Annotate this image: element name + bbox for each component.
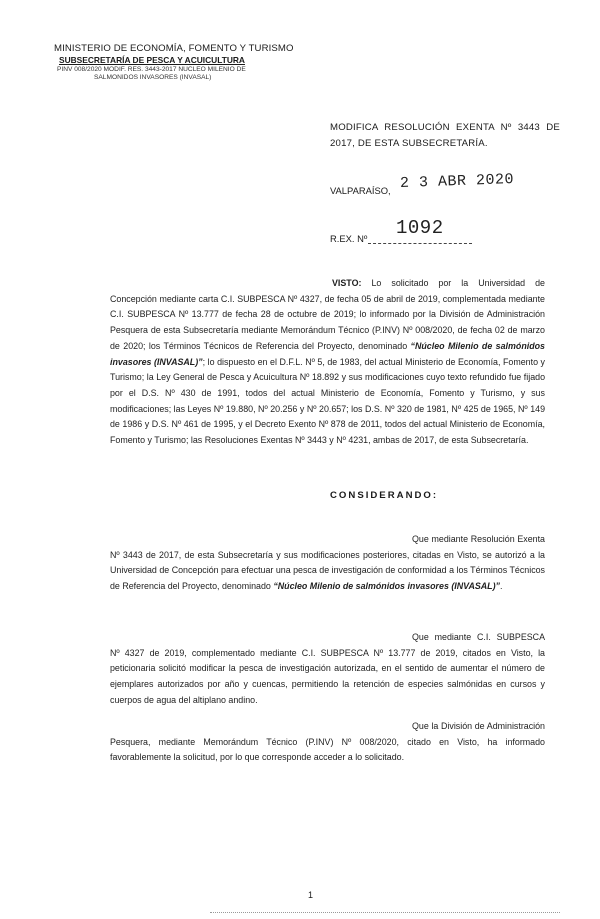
c1-text-b: . bbox=[500, 581, 503, 592]
letterhead bbox=[54, 43, 294, 81]
visto-text-b: ; lo dispuesto en el D.F.L. Nº 5, de 1983, del actual Ministerio de Economía, Fomento y Turismo; la Ley General de Pesca y Acuicultura Nº 18.892 y sus modificaciones cuyo texto refundido fue fijado por el D.S. Nº 430 de 1991, todos del actual Ministerio de Economía, Fomento y Turismo, y sus modificaciones; las Leyes Nº 19.880, Nº 20.256 y Nº 20.657; los D.S. Nº 320 de 1981, Nº 425 de 1965, Nº 149 de 1986 y D.S. Nº 461 de 1995, y el Decreto Exento Nº 878 de 2011, todos del actual Ministerio de Economía, Fomento y Turismo; las Resoluciones Exentas Nº 3443 y Nº 4231, ambas de 2017, de esta Subsecretaría. bbox=[110, 356, 545, 446]
c1-project-name: “Núcleo Milenio de salmónidos invasores (INVASAL)” bbox=[273, 581, 500, 592]
rex-underline bbox=[368, 243, 472, 244]
rex-label: R.EX. Nº bbox=[330, 233, 368, 244]
reference-line-2: SALMONIDOS INVASORES (INVASAL) bbox=[94, 74, 212, 81]
page-number: 1 bbox=[308, 890, 314, 900]
considerando-paragraph-1 bbox=[110, 532, 545, 595]
considerando-paragraph-2: Que mediante C.I. SUBPESCA Nº 4327 de 2019, complementado mediante C.I. SUBPESCA Nº 13.777 de 2019, citados en Visto, la peticionaria solicitó modificar la pesca de investigación autorizada, en el sentido de aumentar el número de ejemplares autorizados por año y cuencas, permitiendo la retención de especies salmónidas en cursos y cuerpos de agua del altiplano andino. bbox=[110, 632, 545, 705]
rex-number: 1092 bbox=[396, 217, 444, 239]
reference-line-1: PINV 008/2020 MODIF. RES. 3443-2017 NUCLEO MILENIO DE bbox=[57, 66, 246, 73]
resolution-title: MODIFICA RESOLUCIÓN EXENTA Nº 3443 DE 2017, DE ESTA SUBSECRETARÍA. bbox=[330, 122, 560, 149]
considerando-heading: CONSIDERANDO: bbox=[330, 490, 439, 501]
undersecretariat-name: SUBSECRETARÍA DE PESCA Y ACUICULTURA bbox=[59, 55, 245, 65]
visto-project-name: “Núcleo Milenio de salmónidos invasores (INVASAL)” bbox=[110, 340, 545, 367]
c1-text-a: Que mediante Resolución Exenta Nº 3443 de 2017, de esta Subsecretaría y sus modificaciones posteriores, citadas en Visto, se autorizó a la Universidad de Concepción para efectuar una pesca de investigación de conformidad a los Términos Técnicos de Referencia del Proyecto, denominado bbox=[110, 534, 545, 592]
visto-paragraph bbox=[110, 276, 545, 449]
visto-text-a: Lo solicitado por la Universidad de Concepción mediante carta C.I. SUBPESCA Nº 4327, de fecha 05 de abril de 2019, complementada mediante C.I. SUBPESCA Nº 13.777 de fecha 28 de octubre de 2019; lo informado por la División de Administración Pesquera de esta Subsecretaría mediante Memorándum Técnico (P.INV) Nº 008/2020, de fecha 02 de marzo de 2020; los Términos Técnicos de Referencia del Proyecto, denominado bbox=[110, 278, 545, 351]
ministry-name: MINISTERIO DE ECONOMÍA, FOMENTO Y TURISMO bbox=[54, 43, 294, 54]
visto-lead: VISTO: bbox=[332, 278, 362, 288]
considerando-paragraph-3: Que la División de Administración Pesquera, mediante Memorándum Técnico (P.INV) Nº 008/2020, citado en Visto, ha informado favorablemente la solicitud, por lo que corresponde acceder a lo solicitado. bbox=[110, 721, 545, 763]
date-stamp: 2 3 ABR 2020 bbox=[399, 171, 515, 192]
place-label: VALPARAÍSO, bbox=[330, 185, 391, 196]
